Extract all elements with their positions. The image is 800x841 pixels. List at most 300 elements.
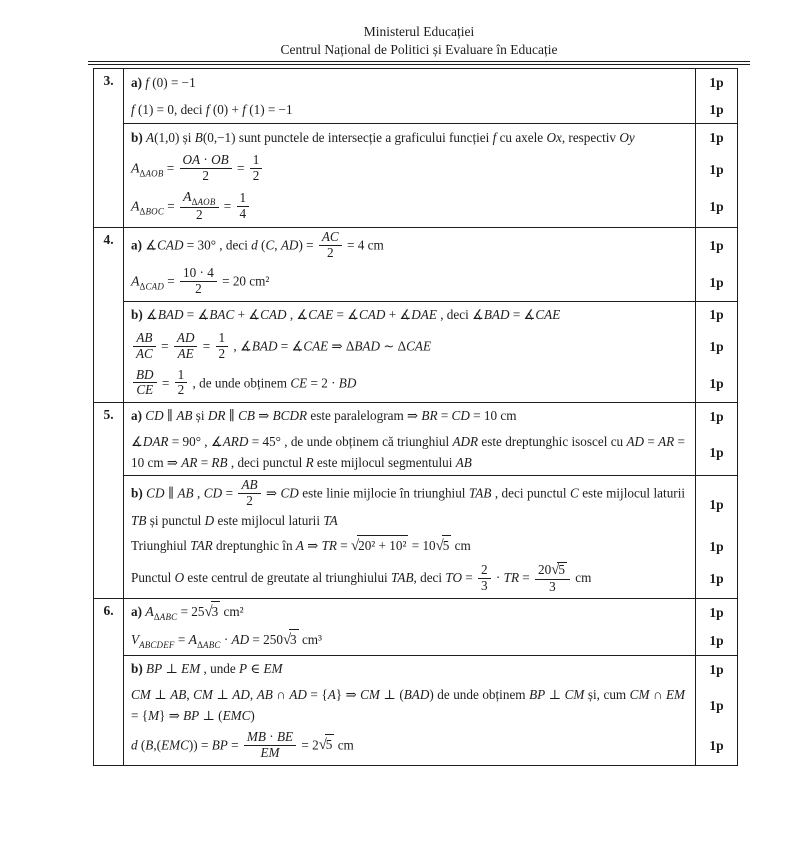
math-run: O bbox=[174, 570, 185, 586]
problem-parts bbox=[124, 228, 737, 402]
math-run: + ∡ bbox=[385, 307, 412, 323]
solution-content bbox=[124, 404, 695, 428]
radicand bbox=[357, 535, 408, 556]
radicand bbox=[289, 629, 299, 650]
math-run: = ∡ bbox=[183, 307, 210, 323]
math-run: ) bbox=[250, 707, 255, 723]
points-cell: 1p bbox=[695, 124, 737, 151]
math-run: CD bbox=[145, 408, 164, 424]
text-run: , bbox=[201, 434, 211, 450]
fraction-numerator bbox=[244, 730, 296, 746]
math-run: C bbox=[265, 237, 275, 253]
math-expression bbox=[131, 513, 146, 528]
solution-part-a bbox=[124, 403, 737, 475]
points-cell: 1p bbox=[695, 728, 737, 765]
text-run: = 250 bbox=[249, 632, 283, 648]
math-expression bbox=[391, 570, 413, 585]
math-expression bbox=[469, 485, 491, 500]
text-run: , deci bbox=[216, 237, 252, 253]
text-run: = 25 bbox=[177, 604, 205, 620]
math-expression bbox=[146, 130, 179, 145]
math-run: ABC bbox=[159, 612, 178, 623]
solution-content bbox=[124, 303, 695, 327]
text-run: și punctul bbox=[146, 512, 205, 528]
math-run: AD bbox=[232, 687, 250, 703]
subscript bbox=[139, 640, 174, 650]
math-run: ⇒ bbox=[262, 485, 281, 501]
math-run: A bbox=[327, 687, 336, 703]
math-run: ∡ bbox=[131, 434, 143, 450]
math-run: AR bbox=[658, 434, 675, 450]
math-run: D bbox=[204, 512, 215, 528]
text-run: 2 bbox=[202, 168, 209, 184]
math-expression bbox=[472, 307, 560, 322]
solution-content bbox=[124, 329, 695, 366]
math-expression bbox=[204, 485, 237, 500]
math-run: = bbox=[222, 485, 237, 501]
math-run: A bbox=[146, 129, 155, 145]
solution-part-b bbox=[124, 655, 737, 764]
solution-content bbox=[124, 476, 695, 533]
math-run: f bbox=[205, 101, 210, 117]
text-run: , bbox=[249, 687, 257, 703]
math-run: BD bbox=[136, 366, 154, 382]
square-root bbox=[351, 538, 408, 553]
text-run: 2 bbox=[218, 345, 226, 361]
math-run: ⊥ bbox=[162, 661, 182, 677]
math-expression bbox=[407, 408, 497, 423]
math-run: ∈ bbox=[247, 661, 264, 677]
fraction-numerator bbox=[216, 331, 229, 347]
math-run: EM bbox=[665, 687, 686, 703]
math-run: ∡ bbox=[472, 307, 484, 323]
math-run: AB bbox=[256, 687, 273, 703]
math-run: TA bbox=[323, 512, 338, 528]
math-run: BAD bbox=[157, 307, 184, 323]
math-run: = 30° bbox=[183, 237, 216, 253]
math-run: CM bbox=[360, 687, 380, 703]
fraction-numerator bbox=[535, 562, 570, 580]
math-run: AB bbox=[455, 454, 472, 470]
subscript bbox=[197, 640, 220, 650]
math-expression bbox=[131, 434, 201, 449]
text-run: 5 bbox=[325, 737, 333, 753]
math-run: + ∡ bbox=[234, 307, 261, 323]
math-run: AE bbox=[177, 345, 194, 361]
subscript bbox=[140, 206, 164, 216]
problem-row bbox=[94, 599, 737, 764]
solution-content bbox=[124, 71, 695, 95]
math-run: AD bbox=[231, 632, 250, 648]
math-expression bbox=[193, 687, 250, 702]
fraction-numerator bbox=[319, 230, 342, 246]
math-expression bbox=[211, 434, 281, 449]
radicand bbox=[211, 601, 221, 622]
math-run: CAE bbox=[535, 307, 561, 323]
sqrt-symbol: √ bbox=[551, 562, 560, 579]
text-run: 4 bbox=[239, 205, 247, 221]
fraction bbox=[174, 331, 198, 362]
math-run: AOB bbox=[145, 168, 164, 179]
fraction-numerator bbox=[174, 331, 198, 347]
math-run: · bbox=[492, 570, 504, 586]
math-expression bbox=[344, 237, 365, 252]
radicand bbox=[442, 535, 452, 556]
math-run: · bbox=[200, 152, 212, 168]
solution-part-b bbox=[124, 123, 737, 226]
points-cell: 1p bbox=[695, 302, 737, 329]
math-run: = ∡ bbox=[277, 338, 304, 354]
math-run: ABCDEF bbox=[139, 640, 175, 651]
square-root bbox=[283, 632, 299, 647]
fraction bbox=[133, 368, 157, 399]
math-run: AD bbox=[626, 434, 645, 450]
item-label: a) bbox=[131, 604, 146, 620]
points-cell: 1p bbox=[695, 430, 737, 475]
math-expression bbox=[306, 455, 314, 470]
solution-content bbox=[124, 657, 695, 681]
solution-line bbox=[124, 366, 737, 403]
math-expression bbox=[546, 130, 561, 145]
text-run: , de unde obținem bbox=[189, 374, 291, 390]
math-run: Δ bbox=[139, 281, 146, 292]
text-run: , deci bbox=[436, 307, 473, 323]
math-expression bbox=[183, 152, 229, 167]
problem-number: 3. bbox=[94, 69, 124, 226]
math-run: BAD bbox=[483, 307, 510, 323]
fraction-denominator bbox=[174, 347, 198, 362]
math-expression bbox=[445, 570, 476, 585]
math-expression bbox=[131, 737, 242, 752]
math-run: V bbox=[131, 632, 140, 648]
math-expression bbox=[195, 130, 236, 145]
sqrt-symbol: √ bbox=[318, 737, 327, 754]
solution-line bbox=[124, 656, 737, 683]
math-run: ⇒ bbox=[166, 454, 182, 470]
math-run: R bbox=[305, 454, 314, 470]
math-run: BAD bbox=[354, 338, 381, 354]
math-expression bbox=[322, 229, 339, 244]
math-run: ) = bbox=[298, 237, 317, 253]
square-root bbox=[319, 737, 335, 752]
math-expression bbox=[145, 75, 195, 90]
math-expression bbox=[240, 338, 431, 353]
math-run: MB bbox=[246, 729, 266, 745]
subscript bbox=[140, 282, 164, 292]
math-run: BP bbox=[529, 687, 546, 703]
math-run: CD bbox=[203, 485, 223, 501]
header-center-line: Centrul Național de Politici și Evaluare în Educație bbox=[280, 42, 558, 58]
math-run: OB bbox=[211, 152, 229, 168]
math-run: f bbox=[145, 74, 149, 90]
fraction bbox=[535, 562, 570, 594]
text-run: este centrul de greutate al triunghiului bbox=[184, 570, 392, 586]
math-run: = bbox=[227, 737, 242, 753]
math-run: AB bbox=[170, 687, 187, 703]
fraction-denominator bbox=[133, 347, 156, 362]
math-expression bbox=[221, 632, 250, 647]
text-run: și bbox=[179, 129, 195, 145]
answer-table bbox=[93, 68, 738, 765]
math-run: OA bbox=[182, 152, 201, 168]
solution-content bbox=[124, 188, 695, 227]
fraction bbox=[250, 153, 263, 184]
text-run: = bbox=[157, 338, 172, 354]
area-symbol: A bbox=[188, 633, 198, 649]
math-expression bbox=[251, 237, 317, 252]
fraction-denominator bbox=[180, 282, 217, 297]
solution-content bbox=[124, 533, 695, 560]
text-run: este mijlocul segmentului bbox=[313, 454, 456, 470]
math-run: = bbox=[519, 570, 534, 586]
fraction-denominator bbox=[250, 169, 263, 184]
math-run: BCDR bbox=[272, 408, 308, 424]
fraction-denominator bbox=[244, 746, 296, 761]
text-run: 3 bbox=[549, 578, 556, 594]
text-run: , deci punctul bbox=[491, 485, 570, 501]
solution-line bbox=[124, 533, 737, 560]
math-expression bbox=[570, 485, 579, 500]
math-run: CAE bbox=[303, 338, 329, 354]
solution-part-a bbox=[124, 599, 737, 655]
math-run: B bbox=[194, 129, 203, 145]
points-cell: 1p bbox=[695, 683, 737, 728]
item-label: b) bbox=[131, 307, 147, 323]
header-double-rule bbox=[88, 61, 750, 65]
math-expression bbox=[257, 687, 434, 702]
problem-number: 6. bbox=[94, 599, 124, 764]
text-run: 20² + 10² bbox=[358, 538, 407, 554]
fraction-numerator bbox=[180, 153, 232, 169]
math-expression bbox=[323, 513, 337, 528]
points-cell: 1p bbox=[695, 96, 737, 123]
math-run: TO bbox=[445, 570, 462, 586]
fraction-denominator bbox=[535, 580, 570, 595]
text-run: Triunghiul bbox=[131, 538, 191, 554]
math-run: EM bbox=[181, 661, 201, 677]
math-run: ∼ Δ bbox=[380, 338, 407, 354]
math-run: TAB bbox=[391, 570, 414, 586]
math-expression bbox=[456, 455, 472, 470]
fraction-denominator bbox=[175, 383, 188, 398]
fraction bbox=[133, 331, 156, 362]
math-run: BAD bbox=[251, 338, 278, 354]
math-run: Oy bbox=[619, 129, 635, 145]
math-run: AB bbox=[177, 485, 194, 501]
item-label: a) bbox=[131, 408, 146, 424]
math-run: CAE bbox=[406, 338, 432, 354]
fraction-denominator bbox=[319, 246, 342, 261]
math-expression bbox=[290, 375, 356, 390]
text-run: , bbox=[193, 485, 204, 501]
text-run: , bbox=[186, 687, 194, 703]
math-run: = 4 bbox=[343, 237, 365, 253]
math-run: CAD bbox=[157, 237, 184, 253]
text-run: 5 bbox=[442, 538, 450, 554]
fraction-denominator bbox=[237, 207, 250, 222]
points-cell: 1p bbox=[695, 627, 737, 655]
text-run: cm bbox=[571, 570, 592, 586]
points-cell: 1p bbox=[695, 656, 737, 683]
fraction bbox=[319, 230, 342, 261]
text-run: = bbox=[163, 273, 179, 289]
math-run: BAC bbox=[209, 307, 235, 323]
math-run: = bbox=[197, 454, 212, 470]
fraction-numerator bbox=[250, 153, 263, 169]
solution-part-b bbox=[124, 301, 737, 402]
area-symbol: A bbox=[183, 190, 192, 205]
problem-row bbox=[94, 69, 737, 227]
math-run: CE bbox=[290, 374, 308, 390]
math-expression bbox=[136, 367, 154, 382]
math-run: AB bbox=[241, 477, 258, 492]
solution-content bbox=[124, 228, 695, 265]
document-header bbox=[88, 0, 750, 59]
math-run: = 45° bbox=[248, 434, 281, 450]
points-cell: 1p bbox=[695, 69, 737, 96]
text-run: 2 bbox=[195, 281, 202, 297]
math-run: BOC bbox=[145, 206, 164, 217]
text-run: 1 bbox=[218, 329, 226, 345]
math-expression bbox=[208, 408, 307, 423]
math-run: ∡ bbox=[146, 307, 158, 323]
math-run: ⇒ Δ bbox=[328, 338, 355, 354]
points-cell: 1p bbox=[695, 560, 737, 598]
fraction-denominator bbox=[216, 347, 229, 362]
math-run: · bbox=[220, 632, 232, 648]
math-run: EMC bbox=[161, 737, 189, 753]
math-run: Δ bbox=[153, 612, 160, 623]
math-run: CD bbox=[146, 485, 165, 501]
subscript bbox=[154, 612, 177, 622]
math-run: CB bbox=[238, 408, 255, 424]
math-run: ⊥ ( bbox=[199, 707, 223, 723]
points-cell: 1p bbox=[695, 188, 737, 227]
fraction bbox=[237, 191, 250, 222]
math-expression bbox=[145, 408, 192, 423]
math-run: = bbox=[644, 434, 659, 450]
problem-row bbox=[94, 403, 737, 599]
math-run: · bbox=[265, 729, 277, 745]
math-run: DAE bbox=[411, 307, 437, 323]
subscript bbox=[192, 197, 216, 207]
fraction-denominator bbox=[478, 579, 491, 594]
math-expression bbox=[190, 538, 212, 553]
math-run: BP bbox=[146, 661, 163, 677]
square-root bbox=[205, 604, 221, 619]
math-run: M bbox=[148, 707, 160, 723]
math-run: ) bbox=[429, 687, 434, 703]
fraction-numerator bbox=[180, 190, 218, 208]
fraction bbox=[175, 368, 188, 399]
square-root bbox=[436, 538, 452, 553]
text-run: 2 bbox=[481, 561, 488, 577]
text-run: este linie mijlocie în triunghiul bbox=[298, 485, 469, 501]
math-run: = 10 bbox=[408, 538, 436, 554]
math-run: = 10 bbox=[131, 434, 685, 470]
fraction-numerator bbox=[478, 563, 491, 579]
text-run: 3 bbox=[290, 632, 297, 648]
math-expression bbox=[452, 434, 478, 449]
solution-line bbox=[124, 403, 737, 430]
solution-part-a bbox=[124, 228, 737, 301]
math-run: ADR bbox=[452, 434, 479, 450]
text-run: și, cum bbox=[584, 687, 630, 703]
math-run: (0,−1) bbox=[202, 129, 236, 145]
solution-content bbox=[124, 728, 695, 765]
fraction bbox=[180, 190, 218, 223]
solution-line bbox=[124, 96, 737, 123]
math-run: ∡ bbox=[296, 307, 309, 323]
text-run: cm bbox=[144, 454, 167, 470]
math-run: ( bbox=[257, 237, 266, 253]
fraction-numerator bbox=[133, 331, 156, 347]
math-expression bbox=[529, 687, 584, 702]
solution-content bbox=[124, 151, 695, 188]
sqrt-symbol: √ bbox=[435, 538, 444, 555]
area-symbol: A bbox=[131, 161, 140, 177]
math-expression bbox=[178, 346, 194, 361]
math-expression bbox=[145, 237, 216, 252]
radicand bbox=[557, 562, 567, 578]
math-run: } ⇒ bbox=[335, 687, 361, 703]
fraction-denominator bbox=[180, 208, 218, 223]
text-run: = bbox=[233, 160, 248, 176]
math-run: ⊥ bbox=[150, 687, 171, 703]
math-run: = 2 bbox=[298, 737, 319, 753]
math-run: ⇒ bbox=[254, 408, 273, 424]
text-run: de unde obținem bbox=[433, 687, 530, 703]
math-run: TAR bbox=[190, 538, 213, 554]
math-expression bbox=[136, 382, 153, 397]
math-run: = { bbox=[306, 687, 328, 703]
problem-number: 4. bbox=[94, 228, 124, 402]
math-run: } ⇒ bbox=[159, 707, 184, 723]
math-run: Ox bbox=[546, 129, 562, 145]
fraction-denominator bbox=[133, 383, 157, 398]
math-run: CAE bbox=[308, 307, 334, 323]
item-label: b) bbox=[131, 129, 147, 145]
text-run: 10 · 4 bbox=[183, 265, 214, 281]
text-run: 1 bbox=[252, 152, 260, 168]
solution-line bbox=[124, 329, 737, 366]
math-run: TR bbox=[321, 538, 337, 554]
math-run: BD bbox=[338, 374, 357, 390]
math-run: CAD bbox=[145, 281, 164, 292]
math-run: BE bbox=[276, 729, 294, 745]
math-run: C bbox=[569, 485, 579, 501]
math-run: BAD bbox=[403, 687, 430, 703]
math-run: d bbox=[251, 237, 258, 253]
math-run: = { bbox=[131, 707, 149, 723]
math-run: RB bbox=[211, 454, 228, 470]
solution-line bbox=[124, 69, 737, 96]
text-run: , unde bbox=[200, 661, 240, 677]
fraction-numerator bbox=[237, 191, 250, 207]
math-run: EMC bbox=[222, 707, 251, 723]
text-run: 3 bbox=[211, 604, 219, 620]
math-run: CD bbox=[451, 408, 470, 424]
math-run: CAD bbox=[260, 307, 287, 323]
math-expression bbox=[239, 661, 282, 676]
text-run: cm bbox=[451, 538, 471, 554]
points-cell: 1p bbox=[695, 228, 737, 265]
solution-line bbox=[124, 302, 737, 329]
math-run: CM bbox=[629, 687, 650, 703]
math-run: (0) + bbox=[209, 101, 243, 117]
math-run: ⇒ bbox=[407, 408, 422, 424]
math-run: = 10 bbox=[469, 408, 498, 424]
